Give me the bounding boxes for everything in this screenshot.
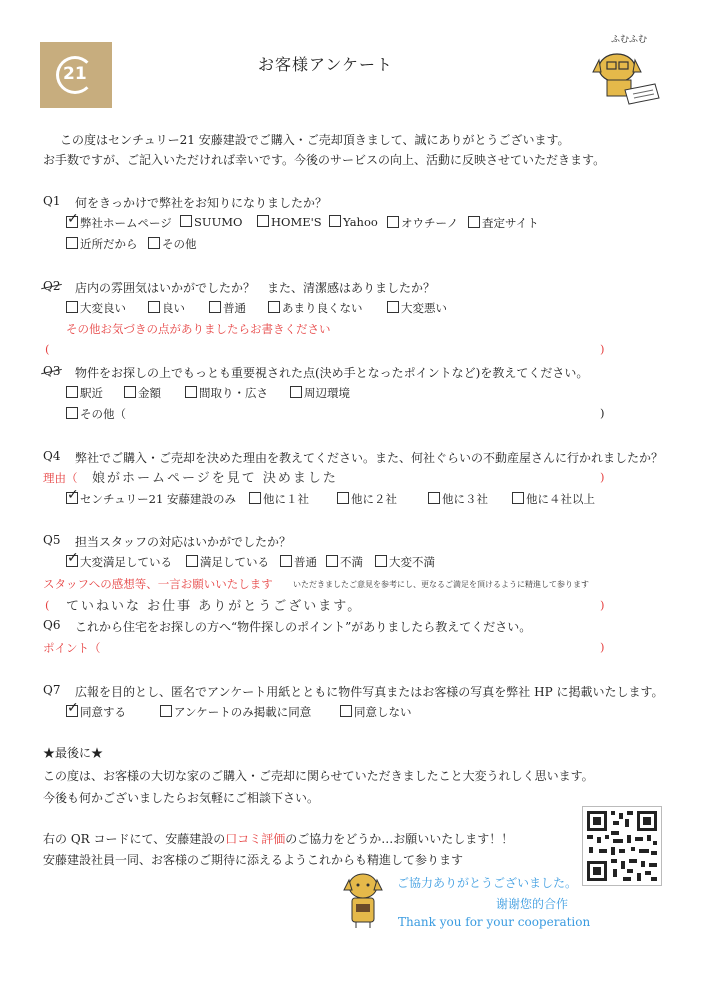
q1-option-label: 弊社ホームページ [80, 216, 172, 230]
q7-option-3[interactable] [340, 704, 412, 720]
checkbox-icon [375, 555, 387, 567]
q2-option-3[interactable] [209, 300, 246, 316]
q1-option-kinjo[interactable] [66, 236, 138, 252]
q4-option-5[interactable] [512, 491, 595, 507]
q5-option-label: 大変満足している [80, 555, 172, 569]
q4-option-4[interactable] [428, 491, 488, 507]
q1-option-label: SUUMO [194, 215, 243, 229]
checkbox-checked-icon [66, 555, 78, 567]
q1-option-label: その他 [162, 237, 197, 251]
checkbox-icon [249, 492, 261, 504]
page-title: お客様アンケート [258, 55, 394, 74]
q2-option-label: 大変良い [80, 301, 126, 315]
q6-text: これから住宅をお探しの方へ“物件探しのポイント”がありましたら教えてください。 [75, 620, 532, 634]
q2-note: その他お気づきの点がありましたらお書きください [66, 322, 331, 336]
q3-option-2[interactable] [124, 385, 161, 401]
closing-line-2: 今後も何かございましたらお気軽にご相談下さい。 [43, 791, 320, 805]
qr-line-highlight: 口コミ評価 [225, 832, 286, 846]
q5-option-1[interactable] [66, 554, 172, 570]
q4-text: 弊社でご購入・ご売却を決めた理由を教えてください。また、何社ぐらいの不動産屋さんに行かれましたか？ [75, 451, 664, 465]
q6-label: Q6 [43, 618, 61, 632]
q1-option-suumo[interactable] [180, 215, 242, 229]
q2-option-4[interactable] [268, 300, 363, 316]
closing-heading: ★最後に★ [43, 746, 104, 760]
q4-reason-answer[interactable]: 娘がホームページを見て 決めました [92, 471, 338, 486]
qr-code[interactable] [582, 806, 662, 886]
q5-note-small: いただきましたご意見を参考にし、更なるご満足を頂けるように精進して参ります [293, 580, 589, 589]
q5-option-label: 満足している [200, 555, 269, 569]
checkbox-icon [66, 237, 78, 249]
q5-text: 担当スタッフの対応はいかがでしたか？ [75, 535, 292, 549]
qr-line-c: のご協力をどうか…お願いいたします！！ [285, 832, 514, 846]
q3-paren-close: ) [600, 406, 605, 420]
checkbox-checked-icon [66, 705, 78, 717]
mascot-bowing-icon [340, 868, 386, 930]
q4-paren-close: ) [600, 470, 605, 484]
q7-option-label: 同意しない [354, 705, 412, 719]
q1-option-yahoo[interactable] [329, 215, 378, 229]
q3-option-label: 間取り・広さ [199, 386, 268, 400]
q6-point-label: ポイント（ [43, 641, 101, 655]
qr-line-a: 右の QR コードにて、安藤建設の [43, 832, 226, 846]
q2-option-5[interactable] [387, 300, 447, 316]
closing-line-4: 安藤建設社員一同、お客様のご期待に添えるようこれからも精進して参ります [43, 853, 464, 867]
logo-text: 21 [63, 64, 87, 84]
checkbox-icon [185, 386, 197, 398]
checkbox-icon [148, 237, 160, 249]
q4-option-label: センチュリー21 安藤建設のみ [80, 492, 236, 506]
checkbox-icon [148, 301, 160, 313]
q4-option-2[interactable] [249, 491, 309, 507]
q1-text: 何をきっかけで弊社をお知りになりましたか？ [75, 196, 328, 210]
q1-option-ouchino[interactable] [387, 215, 458, 231]
q5-option-label: 普通 [294, 555, 317, 569]
q3-option-other[interactable] [66, 406, 126, 422]
q5-answer[interactable]: ていねいな お仕事 ありがとうございます。 [66, 599, 363, 614]
q3-option-label: 金額 [138, 386, 161, 400]
century21-logo [40, 42, 112, 108]
q1-option-label: HOME'S [271, 215, 322, 229]
q7-label: Q7 [43, 683, 61, 697]
q3-option-1[interactable] [66, 385, 103, 401]
thanks-english: Thank you for your cooperation [398, 915, 591, 929]
checkbox-icon [257, 215, 269, 227]
checkbox-icon [66, 301, 78, 313]
checkbox-icon [180, 215, 192, 227]
q3-option-4[interactable] [290, 385, 350, 401]
checkbox-checked-icon [66, 216, 78, 228]
q2-paren-open: ( [45, 342, 50, 356]
q2-option-1[interactable] [66, 300, 126, 316]
q2-text: 店内の雰囲気はいかがでしたか？ また、清潔感はありましたか？ [75, 281, 436, 295]
q4-option-label: 他に３社 [442, 492, 488, 506]
checkbox-icon [340, 705, 352, 717]
q4-label: Q4 [43, 449, 61, 463]
checkbox-icon [290, 386, 302, 398]
q5-option-4[interactable] [326, 554, 363, 570]
checkbox-icon [428, 492, 440, 504]
q2-option-label: あまり良くない [282, 301, 363, 315]
q2-option-label: 普通 [223, 301, 246, 315]
q5-option-label: 不満 [340, 555, 363, 569]
closing-line-1: この度は、お客様の大切な家のご購入・ご売却に関らせていただきましたこと大変うれしく思います。 [43, 769, 594, 783]
q4-reason-label: 理由（ [43, 471, 78, 485]
q1-option-label: 査定サイト [482, 216, 539, 230]
q6-paren-close: ) [600, 640, 605, 654]
q1-option-label: Yahoo [343, 215, 378, 229]
q7-option-2[interactable] [160, 704, 311, 720]
q4-option-label: 他に４社以上 [526, 492, 595, 506]
checkbox-icon [268, 301, 280, 313]
q2-option-2[interactable] [148, 300, 185, 316]
q3-option-label: その他（ [80, 407, 126, 421]
q1-option-other[interactable] [148, 236, 197, 252]
q5-paren-close: ) [600, 598, 605, 612]
checkbox-icon [66, 386, 78, 398]
closing-qr-line [43, 830, 513, 847]
q5-option-label: 大変不満 [389, 555, 435, 569]
qr-code-icon [583, 807, 661, 885]
checkbox-icon [160, 705, 172, 717]
q2-label: Q2 [43, 279, 61, 293]
q4-option-1[interactable] [66, 491, 236, 507]
thanks-chinese: 谢谢您的合作 [496, 897, 569, 911]
q7-option-1[interactable] [66, 704, 126, 720]
checkbox-icon [387, 301, 399, 313]
q3-text: 物件をお探しの上でもっとも重要視された点(決め手となったポイントなど)を教えてください。 [75, 366, 589, 380]
intro-line-1: この度はセンチュリー21 安藤建設でご購入・ご売却頂きまして、誠にありがとうございます。 [60, 133, 570, 147]
checkbox-icon [186, 555, 198, 567]
checkbox-icon [66, 407, 78, 419]
q1-option-label: オウチーノ [401, 216, 459, 230]
q5-label: Q5 [43, 533, 61, 547]
thanks-japanese: ご協力ありがとうございました。 [397, 876, 578, 890]
q4-option-3[interactable] [337, 491, 397, 507]
q5-option-2[interactable] [186, 554, 269, 570]
q5-note: スタッフへの感想等、一言お願いいたします [43, 577, 273, 591]
q4-option-label: 他に２社 [351, 492, 397, 506]
q2-option-label: 良い [162, 301, 185, 315]
mascot-reading-icon [585, 32, 665, 112]
q2-option-label: 大変悪い [401, 301, 447, 315]
checkbox-icon [209, 301, 221, 313]
checkbox-icon [280, 555, 292, 567]
q2-paren-close: ) [600, 342, 605, 356]
checkbox-icon [468, 216, 480, 228]
checkbox-icon [329, 215, 341, 227]
checkbox-checked-icon [66, 492, 78, 504]
q3-option-label: 駅近 [80, 386, 103, 400]
q5-paren-open: ( [45, 598, 50, 612]
q1-label: Q1 [43, 194, 61, 208]
q7-text: 広報を目的とし、匿名でアンケート用紙とともに物件写真またはお客様の写真を弊社 HP に掲載いたします。 [75, 685, 664, 699]
q3-option-3[interactable] [185, 385, 268, 401]
q4-option-label: 他に１社 [263, 492, 309, 506]
q7-option-label: アンケートのみ掲載に同意 [174, 705, 312, 719]
checkbox-icon [337, 492, 349, 504]
checkbox-icon [387, 216, 399, 228]
checkbox-icon [326, 555, 338, 567]
q5-option-5[interactable] [375, 554, 435, 570]
checkbox-icon [124, 386, 136, 398]
q1-option-homes[interactable] [257, 215, 322, 229]
checkbox-icon [512, 492, 524, 504]
q3-label: Q3 [43, 364, 61, 378]
q7-option-label: 同意する [80, 705, 126, 719]
q1-option-label: 近所だから [80, 237, 138, 251]
q1-option-hp[interactable] [66, 215, 172, 231]
q5-option-3[interactable] [280, 554, 317, 570]
q1-option-satei[interactable] [468, 215, 539, 231]
q3-option-label: 周辺環境 [304, 386, 350, 400]
mascot-caption: ふむふむ [611, 35, 648, 45]
intro-line-2: お手数ですが、ご記入いただければ幸いです。今後のサービスの向上、活動に反映させていただきます。 [43, 153, 606, 167]
